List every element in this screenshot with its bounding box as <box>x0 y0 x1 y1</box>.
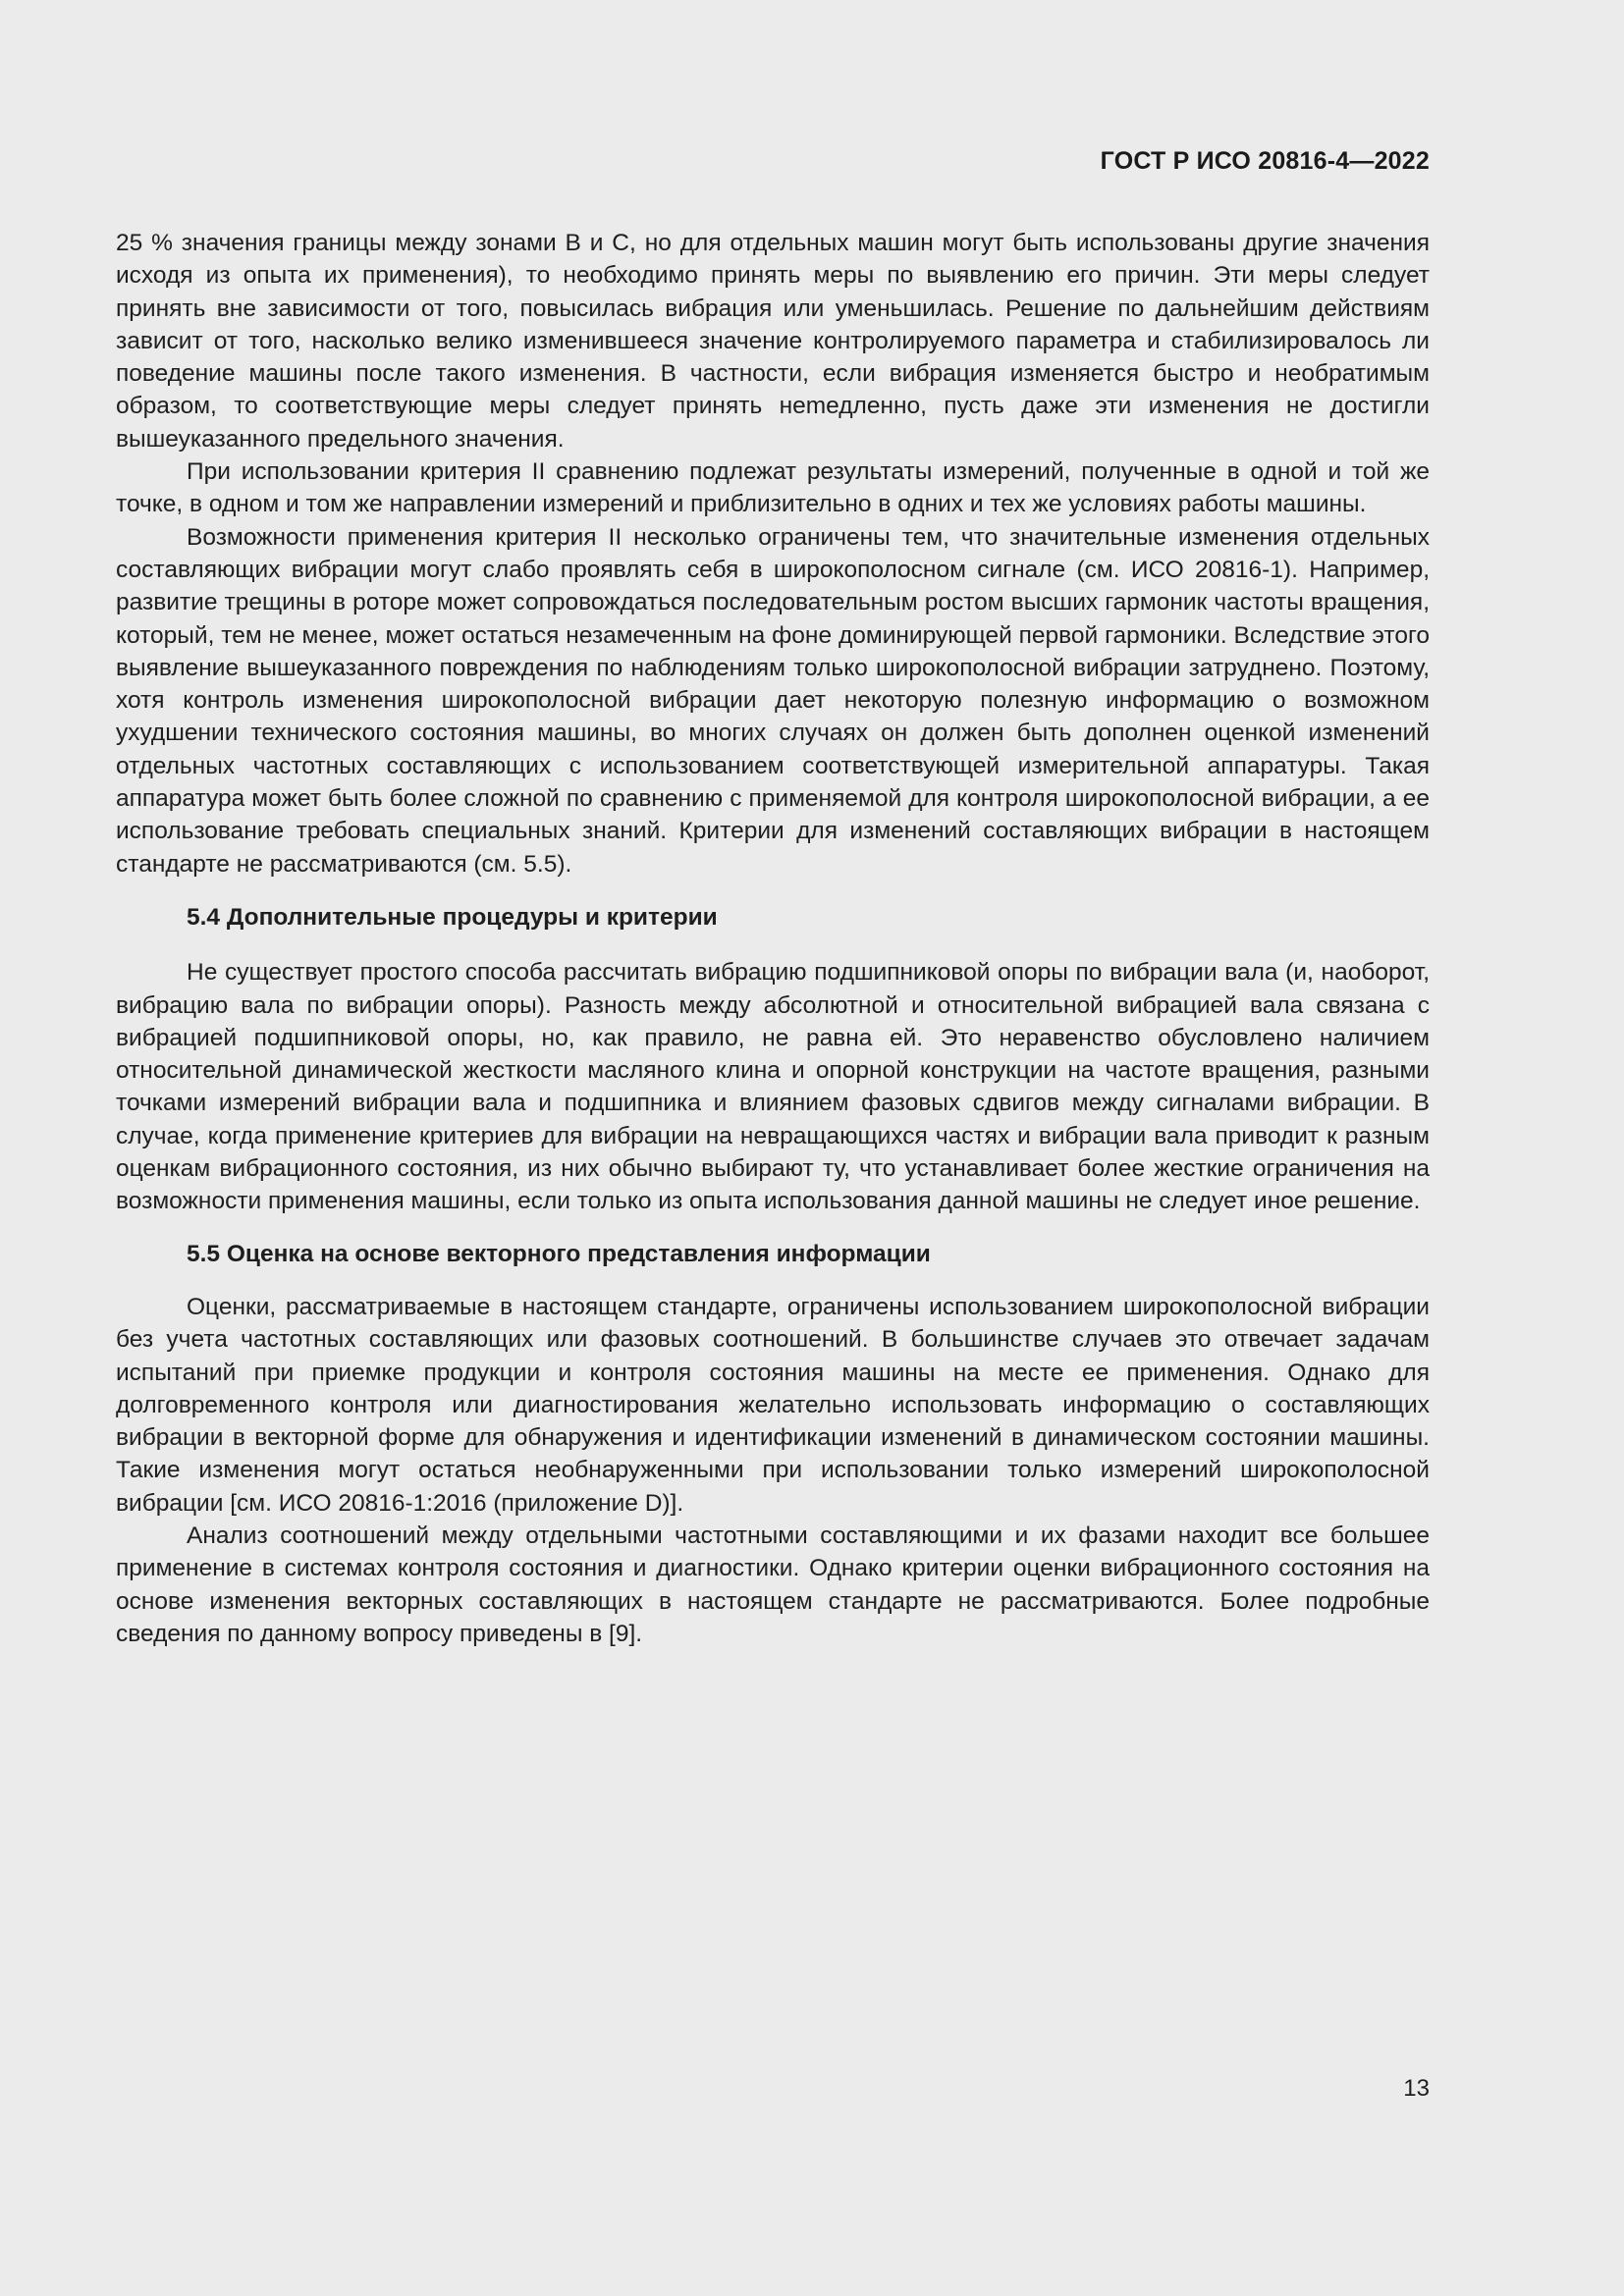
paragraph-continuation: 25 % значения границы между зонами В и С, но для отдельных машин могут быть использованы другие значения исходя из опыта их применения), то необходимо принять меры по выявлению его причин. Эти меры следует принять вне зависимости от того, повысилась вибрация или уменьшилась. Решение по дальнейшим действиям зависит от того, насколько велико изменившееся значение контролируемого параметра и стабилизировалось ли поведение машины после такого изменения. В частности, если вибрация изменяется быстро и необратимым образом, то соответствующие меры следует принять неmедленно, пусть даже эти изменения не достигли вышеуказанного предельного значения. <box>116 230 1430 453</box>
page-number: 13 <box>1403 2075 1430 2102</box>
paragraph-vector-evaluation: Оценки, рассматриваемые в настоящем стандарте, ограничены использованием широкополосной вибрации без учета частотных составляющих или фазовых соотношений. В большинстве случаев это отвечает задачам испытаний при приемке продукции и контроля состояния машины на месте ее применения. Однако для долговременного контроля или диагностирования желательно использовать информацию о составляющих вибрации в векторной форме для обнаружения и идентификации изменений в динамическом состоянии машины. Такие изменения могут остаться необнаруженными при использовании только измерений широкополосной вибрации [см. ИСО 20816-1:2016 (приложение D)]. <box>116 1293 1430 1517</box>
section-5-4-heading: 5.4 Дополнительные процедуры и критерии <box>187 903 718 931</box>
document-page <box>116 0 1430 2296</box>
section-5-5-heading: 5.5 Оценка на основе векторного представления информации <box>187 1240 931 1267</box>
paragraph-criterion-2-limitations: Возможности применения критерия II несколько ограничены тем, что значительные изменения отдельных составляющих вибрации могут слабо проявлять себя в широкополосном сигнале (см. ИСО 20816-1). Например, развитие трещины в роторе может сопровождаться последовательным ростом высших гармоник частоты вращения, который, тем не менее, может остаться незамеченным на фоне доминирующей первой гармоники. Вследствие этого выявление вышеуказанного повреждения по наблюдениям только широкополосной вибрации затруднено. Поэтому, хотя контроль изменения широкополосной вибрации дает некоторую полезную информацию о возможном ухудшении технического состояния машины, во многих случаях он должен быть дополнен оценкой изменений отдельных частотных составляющих с использованием соответствующей измерительной аппаратуры. Такая аппаратура может быть более сложной по сравнению с применяемой для контроля широкополосной вибрации, а ее использование требовать специальных знаний. Критерии для изменений составляющих вибрации в настоящем стандарте не рассматриваются (см. 5.5). <box>116 523 1430 878</box>
paragraph-phase-analysis: Анализ соотношений между отдельными частотными составляющими и их фазами находит все большее применение в системах контроля состояния и диагностики. Однако критерии оценки вибрационного состояния на основе изменения векторных составляющих в настоящем стандарте не рассматриваются. Более подробные сведения по данному вопросу приведены в [9]. <box>116 1522 1430 1647</box>
paragraph-criterion-2-comparison: При использовании критерия II сравнению подлежат результаты измерений, полученные в одной и той же точке, в одном и том же направлении измерений и приблизительно в одних и тех же условиях работы машины. <box>116 458 1430 518</box>
document-body <box>116 227 1430 1650</box>
paragraph-additional-procedures: Не существует простого способа рассчитать вибрацию подшипниковой опоры по вибрации вала (и, наоборот, вибрацию вала по вибрации опоры). Разность между абсолютной и относительной вибрацией вала связана с вибрацией подшипниковой опоры, но, как правило, не равна ей. Это неравенство обусловлено наличием относительной динамической жесткости масляного клина и опорной конструкции на частоте вращения, разными точками измерений вибрации вала и подшипника и влиянием фазовых сдвигов между сигналами вибрации. В случае, когда применение критериев для вибрации на невращающихся частях и вибрации вала приводит к разным оценкам вибрационного состояния, из них обычно выбирают ту, что устанавливает более жесткие ограничения на возможности применения машины, если только из опыта использования данной машины не следует иное решение. <box>116 959 1430 1215</box>
standard-code-header: ГОСТ Р ИСО 20816-4—2022 <box>1100 147 1430 175</box>
